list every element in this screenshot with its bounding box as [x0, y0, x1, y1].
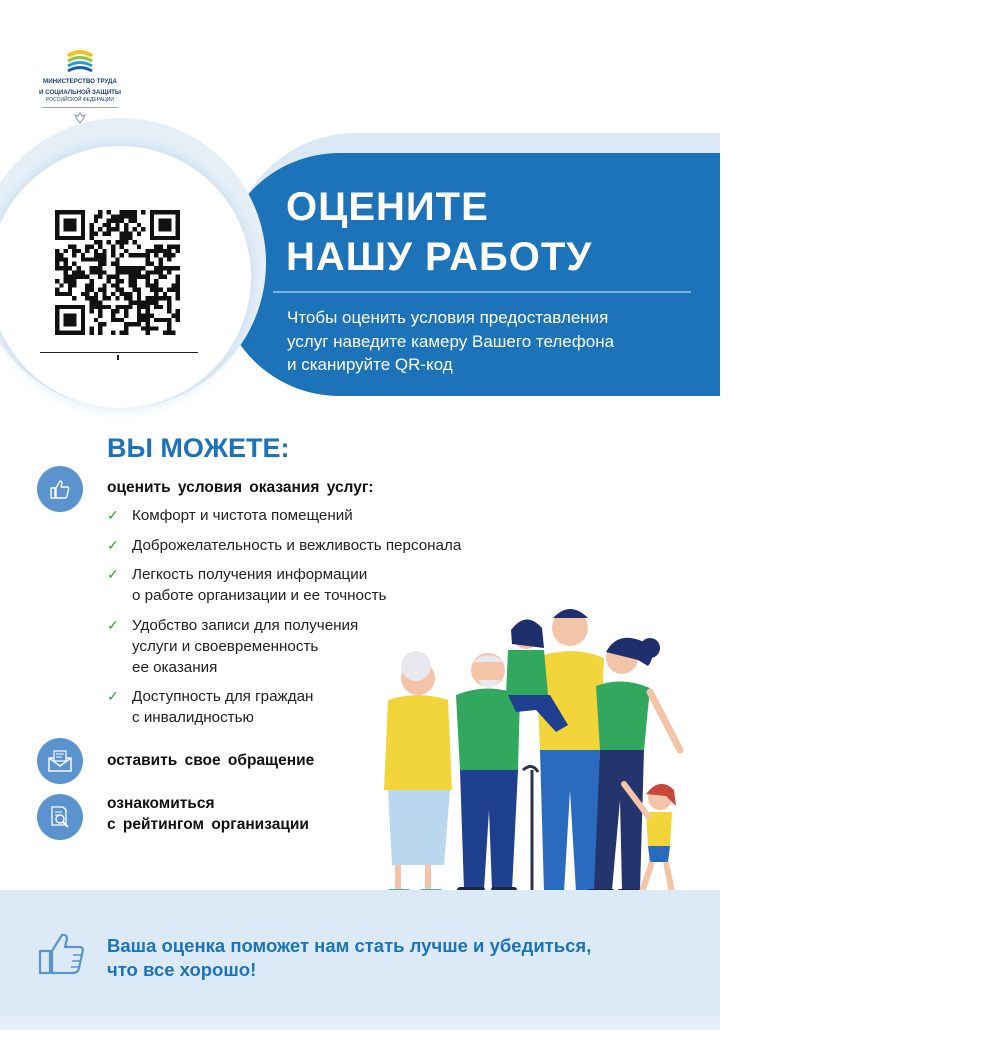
logo-divider — [42, 107, 118, 108]
subtitle-line1: Чтобы оценить условия предоставления — [287, 308, 609, 327]
checkmark-icon: ✓ — [107, 566, 119, 582]
rating-action-icon-badge — [37, 794, 83, 840]
footer-message-line2: что все хорошо! — [107, 959, 257, 980]
page-subtitle — [287, 306, 707, 377]
checklist-line: Доступность для граждан — [132, 688, 314, 705]
appeal-action-icon-badge — [37, 738, 83, 784]
title-line2: НАШУ РАБОТУ — [286, 235, 593, 279]
checkmark-icon: ✓ — [107, 507, 119, 523]
page-title — [286, 182, 592, 282]
qr-finder-pattern — [55, 210, 85, 240]
qr-finder-pattern — [150, 210, 180, 240]
footer-message-line1: Ваша оценка поможет нам стать лучше и убедиться, — [107, 935, 592, 956]
checkmark-icon: ✓ — [107, 536, 119, 553]
checklist-line: с инвалидностью — [132, 709, 254, 726]
checklist-line: Удобство записи для получения — [132, 616, 359, 634]
checkmark-icon: ✓ — [107, 688, 119, 704]
rating-action-line1: ознакомиться — [107, 795, 215, 812]
document-search-icon — [48, 805, 72, 829]
thumbs-up-icon — [48, 477, 72, 501]
ministry-logo-mark-icon — [66, 46, 94, 74]
checklist-line: услуги и своевременность — [132, 637, 319, 655]
checklist-item — [107, 505, 527, 526]
checklist-line: ее оказания — [132, 658, 218, 676]
rating-action-text — [107, 793, 309, 835]
ministry-logo — [38, 46, 122, 125]
footer-message — [107, 934, 707, 982]
checklist-line: о работе организации и ее точность — [132, 587, 387, 604]
checklist-line: Легкость получения информации — [132, 566, 368, 583]
family-illustration — [368, 600, 693, 905]
qr-finder-pattern — [55, 305, 85, 335]
rate-action-text: оценить условия оказания услуг: — [107, 479, 374, 496]
checklist-line: Комфорт и чистота помещений — [132, 507, 353, 524]
ministry-name-line2: И СОЦИАЛЬНОЙ ЗАЩИТЫ — [39, 89, 121, 96]
rating-action-line2: с рейтингом организации — [107, 816, 309, 833]
ministry-name-line1: МИНИСТЕРСТВО ТРУДА — [43, 78, 117, 85]
subtitle-line2: услуг наведите камеру Вашего телефона — [287, 331, 615, 351]
appeal-action-text: оставить свое обращение — [107, 752, 315, 769]
title-divider — [273, 291, 691, 293]
checklist-line: Доброжелательность и вежливость персонала — [132, 536, 462, 554]
checkmark-icon: ✓ — [107, 616, 119, 633]
qr-code[interactable] — [53, 210, 182, 335]
qr-underline — [40, 352, 198, 353]
subtitle-line3: и сканируйте QR-код — [287, 355, 453, 374]
section-heading: ВЫ МОЖЕТЕ: — [107, 433, 290, 463]
footer-band-fade — [0, 1010, 720, 1030]
rate-action-icon-badge — [37, 466, 83, 512]
checklist-item — [107, 535, 527, 556]
envelope-icon — [47, 749, 73, 773]
qr-tick-mark — [117, 355, 119, 360]
ministry-name-line3: РОССИЙСКОЙ ФЕДЕРАЦИИ — [46, 97, 114, 103]
title-line1: ОЦЕНИТЕ — [286, 185, 489, 229]
thumbs-up-icon — [37, 931, 85, 975]
